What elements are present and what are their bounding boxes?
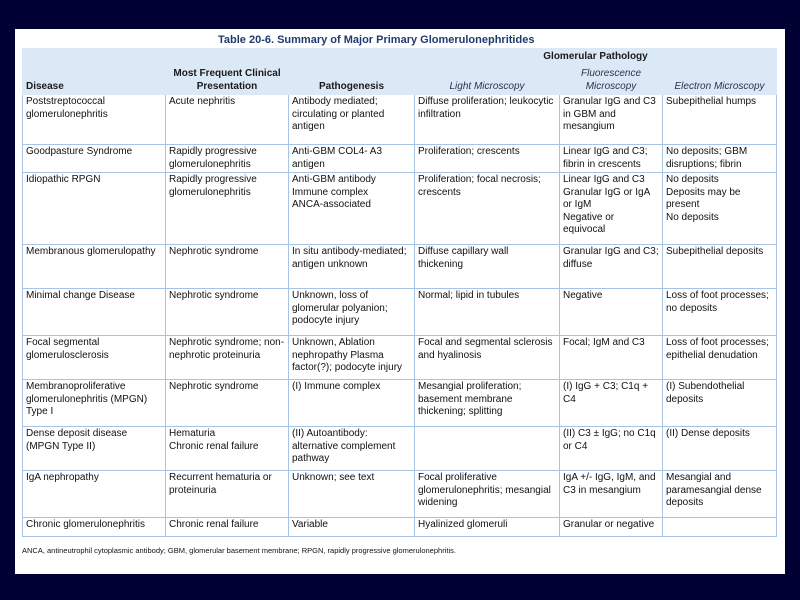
cell-light: Focal proliferative glomerulonephritis; mesangial widening [415, 471, 560, 518]
cell-presentation: Nephrotic syndrome [166, 289, 289, 336]
cell-electron: No deposits; GBM disruptions; fibrin [663, 145, 777, 173]
table-row [23, 145, 777, 173]
cell-presentation: Nephrotic syndrome [166, 380, 289, 427]
cell-presentation: Chronic renal failure [166, 518, 289, 537]
cell-electron: Loss of foot processes; no deposits [663, 289, 777, 336]
table-title: Table 20-6. Summary of Major Primary Glomerulonephritides [218, 34, 535, 46]
cell-pathogenesis: Unknown; see text [289, 471, 415, 518]
cell-pathogenesis: Unknown, Ablation nephropathy Plasma factor(?); podocyte injury [289, 336, 415, 380]
table-row [23, 245, 777, 289]
cell-light: Proliferation; focal necrosis; crescents [415, 173, 560, 245]
cell-presentation: Recurrent hematuria or proteinuria [166, 471, 289, 518]
cell-disease: Membranous glomerulopathy [23, 245, 166, 289]
table-row [23, 471, 777, 518]
cell-presentation: Nephrotic syndrome [166, 245, 289, 289]
table-row [23, 289, 777, 336]
cell-light: Proliferation; crescents [415, 145, 560, 173]
cell-fluorescence: IgA +/- IgG, IgM, and C3 in mesangium [560, 471, 663, 518]
cell-pathogenesis: Antibody mediated; circulating or planted antigen [289, 95, 415, 145]
summary-table [22, 48, 777, 537]
cell-electron: No deposits Deposits may be present No deposits [663, 173, 777, 245]
cell-presentation: Rapidly progressive glomerulonephritis [166, 145, 289, 173]
cell-disease: Chronic glomerulonephritis [23, 518, 166, 537]
header-disease: Disease [23, 49, 166, 95]
cell-disease: Dense deposit disease (MPGN Type II) [23, 427, 166, 471]
header-light-microscopy: Light Microscopy [415, 67, 560, 95]
cell-light: Diffuse proliferation; leukocytic infiltration [415, 95, 560, 145]
cell-electron: (I) Subendothelial deposits [663, 380, 777, 427]
cell-fluorescence: Negative [560, 289, 663, 336]
cell-electron: Loss of foot processes; epithelial denudation [663, 336, 777, 380]
cell-electron [663, 518, 777, 537]
cell-pathogenesis: Variable [289, 518, 415, 537]
cell-pathogenesis: In situ antibody-mediated; antigen unknown [289, 245, 415, 289]
cell-fluorescence: Granular IgG and C3 in GBM and mesangium [560, 95, 663, 145]
cell-electron: (II) Dense deposits [663, 427, 777, 471]
cell-fluorescence: Focal; IgM and C3 [560, 336, 663, 380]
cell-light: Focal and segmental sclerosis and hyalinosis [415, 336, 560, 380]
cell-light: Diffuse capillary wall thickening [415, 245, 560, 289]
cell-presentation: Nephrotic syndrome; non-nephrotic proteinuria [166, 336, 289, 380]
cell-disease: Minimal change Disease [23, 289, 166, 336]
cell-electron: Mesangial and paramesangial dense deposits [663, 471, 777, 518]
cell-electron: Subepithelial deposits [663, 245, 777, 289]
header-electron-microscopy: Electron Microscopy [663, 67, 777, 95]
cell-disease: Goodpasture Syndrome [23, 145, 166, 173]
table-row [23, 380, 777, 427]
cell-disease: Poststreptococcal glomerulonephritis [23, 95, 166, 145]
header-pathogenesis: Pathogenesis [289, 49, 415, 95]
cell-disease: IgA nephropathy [23, 471, 166, 518]
cell-fluorescence: Granular IgG and C3; diffuse [560, 245, 663, 289]
cell-light: Mesangial proliferation; basement membrane thickening; splitting [415, 380, 560, 427]
cell-pathogenesis: (II) Autoantibody: alternative complement pathway [289, 427, 415, 471]
table-row [23, 95, 777, 145]
cell-fluorescence: (I) IgG + C3; C1q + C4 [560, 380, 663, 427]
cell-electron: Subepithelial humps [663, 95, 777, 145]
table-row [23, 518, 777, 537]
slide [15, 29, 785, 574]
cell-fluorescence: Linear IgG and C3; fibrin in crescents [560, 145, 663, 173]
cell-pathogenesis: Anti-GBM antibody Immune complex ANCA-associated [289, 173, 415, 245]
cell-presentation: Hematuria Chronic renal failure [166, 427, 289, 471]
table-body [23, 95, 777, 537]
cell-disease: Idiopathic RPGN [23, 173, 166, 245]
footnote: ANCA, antineutrophil cytoplasmic antibody; GBM, glomerular basement membrane; RPGN, rapidly progressive glomerulonephritis. [22, 546, 456, 555]
header-fluorescence-microscopy: Fluorescence Microscopy [560, 67, 663, 95]
cell-fluorescence: (II) C3 ± IgG; no C1q or C4 [560, 427, 663, 471]
cell-presentation: Acute nephritis [166, 95, 289, 145]
cell-disease: Focal segmental glomerulosclerosis [23, 336, 166, 380]
cell-disease: Membranoproliferative glomerulonephritis (MPGN) Type I [23, 380, 166, 427]
table-row [23, 173, 777, 245]
table-row [23, 427, 777, 471]
cell-light [415, 427, 560, 471]
header-glomerular-pathology: Glomerular Pathology [415, 49, 777, 67]
cell-pathogenesis: Unknown, loss of glomerular polyanion; podocyte injury [289, 289, 415, 336]
cell-presentation: Rapidly progressive glomerulonephritis [166, 173, 289, 245]
table-row [23, 336, 777, 380]
cell-light: Hyalinized glomeruli [415, 518, 560, 537]
cell-fluorescence: Linear IgG and C3 Granular IgG or IgA or IgM Negative or equivocal [560, 173, 663, 245]
header-clinical-presentation: Most Frequent Clinical Presentation [166, 49, 289, 95]
cell-pathogenesis: (I) Immune complex [289, 380, 415, 427]
cell-pathogenesis: Anti-GBM COL4- A3 antigen [289, 145, 415, 173]
cell-fluorescence: Granular or negative [560, 518, 663, 537]
cell-light: Normal; lipid in tubules [415, 289, 560, 336]
